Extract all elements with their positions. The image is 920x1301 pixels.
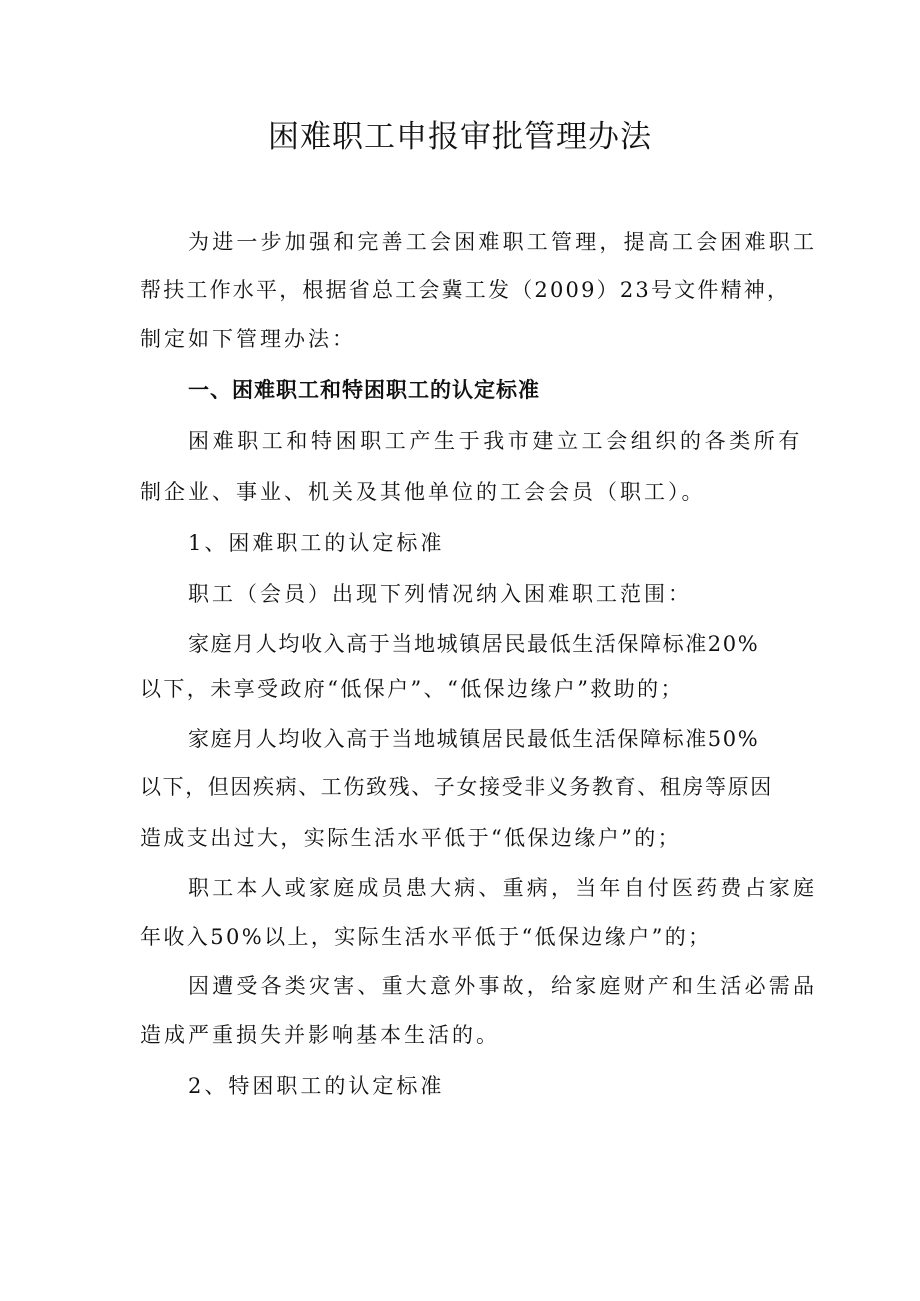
paragraph-line: 家庭月人均收入高于当地城镇居民最低生活保障标准20% — [188, 632, 760, 656]
paragraph-line: 帮扶工作水平，根据省总工会冀工发（2009）23号文件精神， — [140, 278, 791, 302]
paragraph-line: 造成支出过大，实际生活水平低于“低保边缘户”的； — [140, 826, 682, 850]
paragraph-line: 职工本人或家庭成员患大病、重病，当年自付医药费占家庭 — [188, 876, 818, 900]
paragraph-line: 职工（会员）出现下列情况纳入困难职工范围： — [188, 582, 692, 606]
paragraph-line: 年收入50%以上，实际生活水平低于“低保边缘户”的； — [140, 925, 712, 949]
section-heading: 一、困难职工和特困职工的认定标准 — [188, 378, 540, 402]
paragraph-line: 因遭受各类灾害、重大意外事故，给家庭财产和生活必需品 — [188, 974, 818, 998]
subsection-heading: 1、困难职工的认定标准 — [188, 531, 445, 555]
paragraph-line: 以下，但因疾病、工伤致残、子女接受非义务教育、租房等原因 — [140, 775, 773, 799]
paragraph-line: 家庭月人均收入高于当地城镇居民最低生活保障标准50% — [188, 727, 760, 751]
paragraph-line: 以下，未享受政府“低保户”、“低保边缘户”救助的； — [140, 677, 684, 701]
paragraph-line: 制企业、事业、机关及其他单位的工会会员（职工）。 — [140, 480, 706, 504]
paragraph-line: 造成严重损失并影响基本生活的。 — [140, 1023, 500, 1047]
paragraph-line: 为进一步加强和完善工会困难职工管理，提高工会困难职工 — [188, 230, 818, 254]
subsection-heading: 2、特困职工的认定标准 — [188, 1074, 445, 1098]
document-title: 困难职工申报审批管理办法 — [268, 119, 652, 155]
paragraph-line: 制定如下管理办法： — [140, 327, 356, 351]
paragraph-line: 困难职工和特困职工产生于我市建立工会组织的各类所有 — [188, 429, 803, 453]
